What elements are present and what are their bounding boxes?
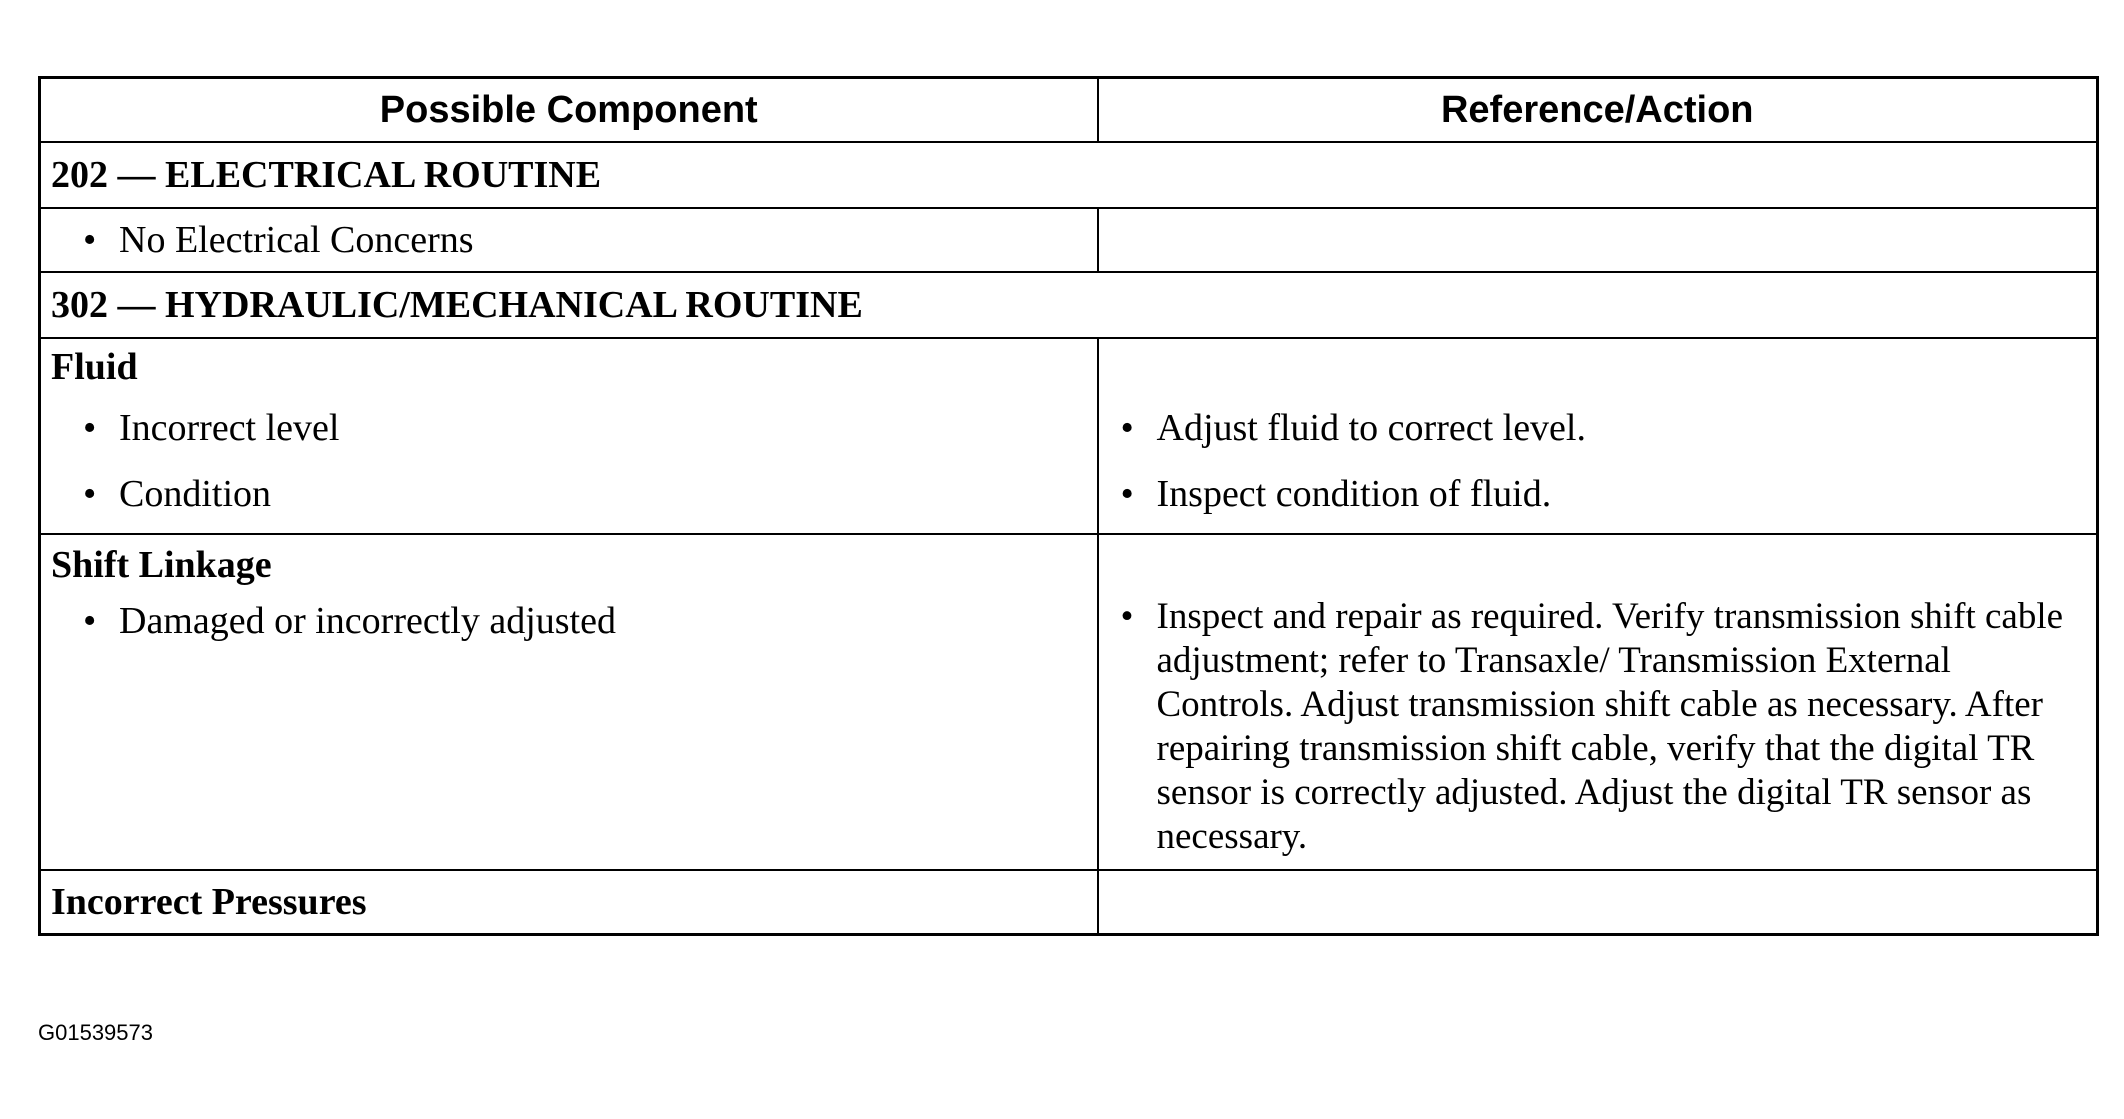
component-bullet: • Condition	[41, 461, 1097, 527]
component-cell	[40, 870, 1098, 935]
section-title-electrical: 202 — ELECTRICAL ROUTINE	[40, 142, 2098, 208]
table-row-shift-linkage	[40, 534, 2098, 870]
action-cell	[1098, 338, 2098, 534]
component-cell	[40, 534, 1098, 870]
diagnostic-table	[38, 76, 2099, 936]
section-row-electrical	[40, 142, 2098, 208]
group-title-shift-linkage: Shift Linkage	[51, 544, 272, 586]
action-cell	[1098, 534, 2098, 870]
component-cell	[40, 338, 1098, 534]
component-bullet: • Incorrect level	[41, 395, 1097, 461]
section-row-hydraulic	[40, 272, 2098, 338]
component-bullet: • No Electrical Concerns	[41, 218, 1097, 262]
action-cell	[1098, 870, 2098, 935]
action-bullet: • Adjust fluid to correct level.	[1099, 395, 2097, 461]
group-title-incorrect-pressures: Incorrect Pressures	[51, 881, 367, 923]
figure-code: G01539573	[38, 1020, 153, 1045]
header-possible-component: Possible Component	[40, 78, 1098, 143]
section-title-hydraulic: 302 — HYDRAULIC/MECHANICAL ROUTINE	[40, 272, 2098, 338]
component-cell	[40, 208, 1098, 272]
component-bullet: • Damaged or incorrectly adjusted	[41, 595, 1097, 647]
action-bullet: • Inspect and repair as required. Verify transmission shift cable adjustment; refer to Transaxle/ Transmission External Controls. Adjust transmission shift cable as necessary. After repairing transmission shift cable, verify that the digital TR sensor is correctly adjusted. Adjust the digital TR sensor as necessary.	[1099, 595, 2097, 859]
header-reference-action: Reference/Action	[1098, 78, 2098, 143]
table-row	[40, 208, 2098, 272]
table-row-incorrect-pressures	[40, 870, 2098, 935]
action-cell	[1098, 208, 2098, 272]
action-bullet: • Inspect condition of fluid.	[1099, 461, 2097, 527]
group-title-fluid: Fluid	[51, 346, 138, 388]
table-header-row	[40, 78, 2098, 143]
table-row-fluid	[40, 338, 2098, 534]
